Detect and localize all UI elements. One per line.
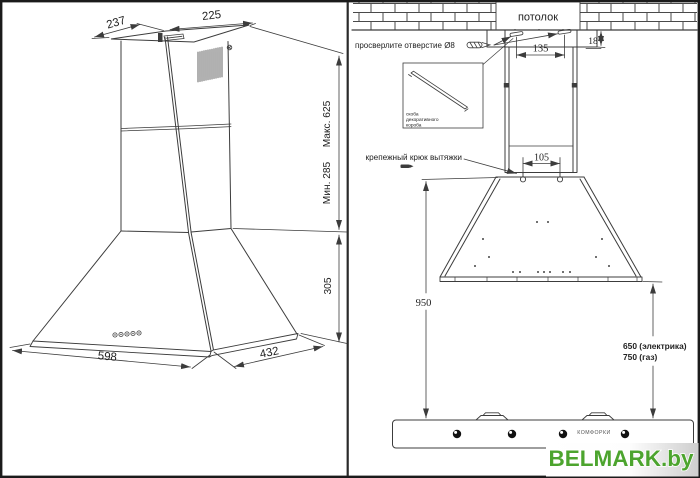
dim-label-electric: 650 (электрика) bbox=[623, 341, 687, 351]
rail-joint-right bbox=[572, 83, 577, 88]
hook-note: крепежный крюк вытяжки bbox=[365, 153, 462, 162]
dim-label-305: 305 bbox=[323, 277, 334, 295]
panel-divider bbox=[347, 2, 349, 476]
drawing-frame bbox=[1, 1, 699, 477]
dim-label-950: 950 bbox=[415, 298, 432, 309]
dim-label-598: 598 bbox=[97, 350, 118, 364]
dim-label-gas: 750 (газ) bbox=[623, 352, 658, 362]
watermark-text: BELMARK.by bbox=[548, 446, 694, 471]
outlet-connector bbox=[158, 33, 163, 42]
burners-label: КОМФОРКИ bbox=[577, 430, 611, 436]
bracket-note-line1: скоба bbox=[406, 112, 419, 118]
bracket-note-line2: декоративного bbox=[406, 118, 439, 123]
dim-label-18: 18 bbox=[588, 37, 598, 47]
dim-label-135: 135 bbox=[532, 43, 549, 55]
dim-label-105: 105 bbox=[534, 152, 549, 164]
dim-label-237: 237 bbox=[105, 14, 128, 32]
dim-label-225: 225 bbox=[201, 8, 222, 24]
watermark bbox=[546, 443, 699, 477]
dim-label-max-625: Макс. 625 bbox=[322, 100, 333, 148]
rail-joint-left bbox=[504, 83, 509, 88]
drill-note: просверлите отверстие Ø8 bbox=[355, 41, 455, 50]
bracket-note-line3: короба bbox=[406, 123, 422, 129]
dim-label-432: 432 bbox=[258, 345, 281, 361]
vent-grille bbox=[198, 47, 222, 82]
dim-label-min-285: Мин. 285 bbox=[322, 161, 333, 205]
ceiling-label: потолок bbox=[517, 11, 559, 24]
